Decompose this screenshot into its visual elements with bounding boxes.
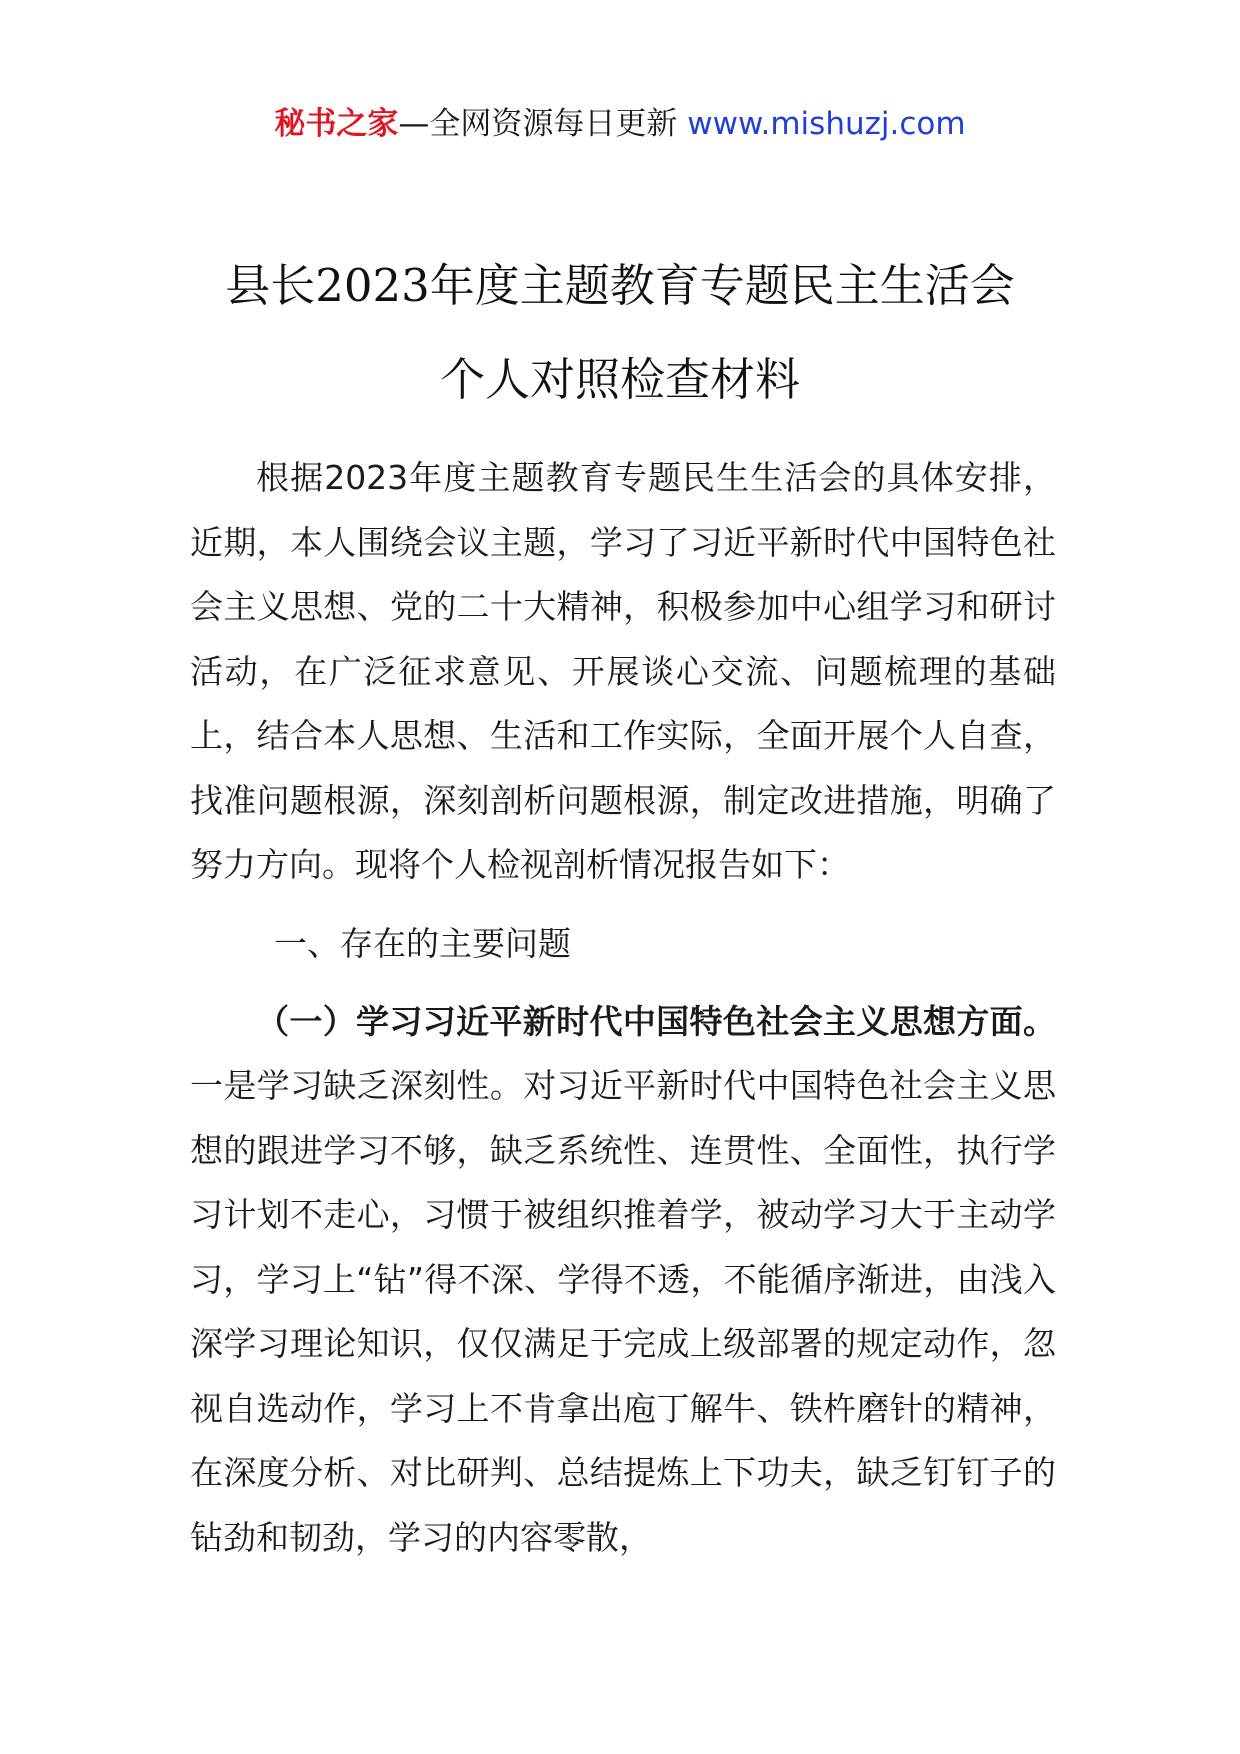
section-heading: 一、存在的主要问题 <box>274 923 571 963</box>
subsection-text: 一是学习缺乏深刻性。对习近平新时代中国特色社会主义思想的跟进学习不够，缺乏系统性、连贯性、全面性，执行学习计划不走心，习惯于被组织推着学，被动学习大于主动学习，学习上“钻”得不深、学得不透，不能循序渐进，由浅入深学习理论知识，仅仅满足于完成上级部署的规定动作，忽视自选动作，学习上不肯拿出庖丁解牛、铁杵磨针的精神，在深度分析、对比研判、总结提炼上下功夫，缺乏钉钉子的钻劲和韧劲，学习的内容零散， <box>190 1066 1056 1557</box>
document-title-line-1: 县长2023年度主题教育专题民主生活会 <box>225 259 1015 312</box>
header-tagline: —全网资源每日更新 <box>398 106 678 142</box>
brand-name: 秘书之家 <box>274 106 399 142</box>
document-title-line-2: 个人对照检查材料 <box>439 353 800 406</box>
site-link[interactable]: www.mishuzj.com <box>687 106 966 142</box>
page-header <box>0 104 1240 144</box>
document-body <box>190 446 1056 1570</box>
subsection-heading: （一）学习习近平新时代中国特色社会主义思想方面。 <box>256 1001 1056 1041</box>
subsection-paragraph <box>190 990 1056 1571</box>
intro-paragraph: 根据2023年度主题教育专题民生生活会的具体安排，近期，本人围绕会议主题，学习了习近平新时代中国特色社会主义思想、党的二十大精神，积极参加中心组学习和研讨活动，在广泛征求意见、开展谈心交流、问题梳理的基础上，结合本人思想、生活和工作实际，全面开展个人自查，找准问题根源，深刻剖析问题根源，制定改进措施，明确了努力方向。现将个人检视剖析情况报告如下： <box>190 458 1056 884</box>
